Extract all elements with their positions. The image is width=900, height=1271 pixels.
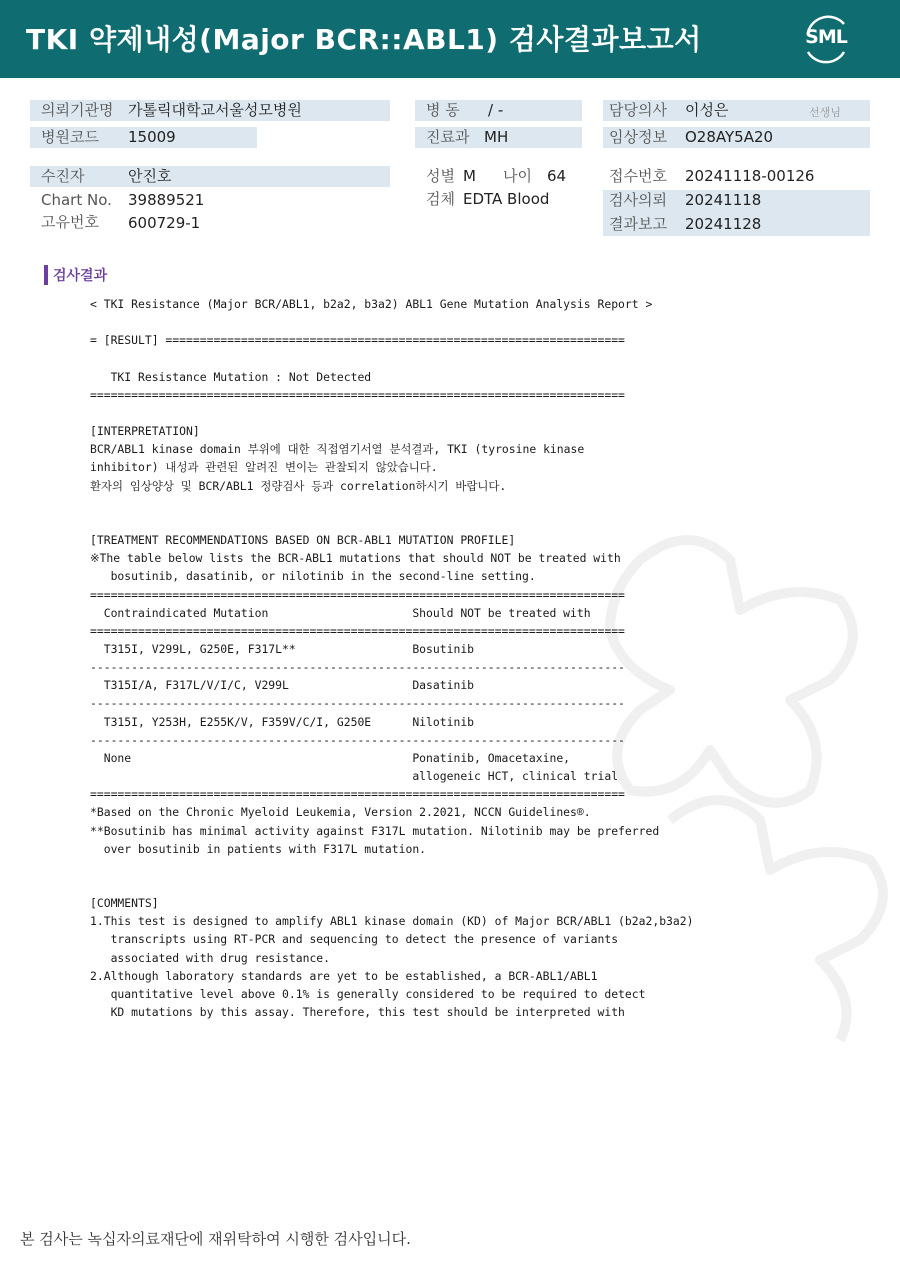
institution-label: 의뢰기관명 [41, 101, 114, 119]
report-header [0, 0, 900, 78]
sex-label: 성별 [426, 167, 455, 185]
department-label: 진료과 [426, 128, 470, 146]
clinical-value: O28AY5A20 [685, 128, 774, 146]
specimen-value: EDTA Blood [463, 190, 550, 208]
report-date-value: 20241128 [685, 215, 762, 233]
request-value: 20241118 [685, 191, 762, 209]
department-value: MH [484, 128, 509, 146]
institution-value: 가톨릭대학교서울성모병원 [128, 101, 302, 119]
unique-label: 고유번호 [41, 213, 99, 231]
chart-value: 39889521 [128, 191, 205, 209]
patient-value: 안진호 [128, 167, 172, 185]
chart-label: Chart No. [41, 191, 112, 209]
age-label: 나이 [503, 167, 532, 185]
footer-note: 본 검사는 녹십자의료재단에 재위탁하여 시행한 검사입니다. [20, 1230, 411, 1248]
clinical-label: 임상정보 [609, 128, 667, 146]
sex-value: M [463, 167, 476, 185]
ward-label: 병 동 [426, 101, 460, 119]
receipt-value: 20241118-00126 [685, 167, 815, 185]
request-label: 검사의뢰 [609, 191, 667, 209]
logo-text: SML [805, 26, 847, 48]
report-date-label: 결과보고 [609, 215, 667, 233]
report-title: TKI 약제내성(Major BCR::ABL1) 검사결과보고서 [26, 23, 702, 56]
patient-label: 수진자 [41, 167, 85, 185]
specimen-label: 검체 [426, 190, 455, 208]
hospital-code-label: 병원코드 [41, 128, 99, 146]
doctor-label: 담당의사 [609, 101, 667, 119]
receipt-label: 접수번호 [609, 167, 667, 185]
unique-value: 600729-1 [128, 214, 201, 232]
doctor-suffix: 선생님 [809, 106, 841, 119]
doctor-value: 이성은 [685, 101, 729, 119]
report-body: < TKI Resistance (Major BCR/ABL1, b2a2, b3a2) ABL1 Gene Mutation Analysis Report > = [RESULT] =================================================================== TKI Resistance Mutation : Not Detected ============================================================================== [INTERPRETATION] BCR/ABL1 kinase domain 부위에 대한 직접염기서열 분석결과, TKI (tyrosine kinase inhibitor) 내성과 관련된 알려진 변이는 관찰되지 않았습니다. 환자의 임상양상 및 BCR/ABL1 정량검사 등과 correlation하시기 바랍니다. [TREATMENT RECOMMENDATIONS BASED ON BCR-ABL1 MUTATION PROFILE] ※The table below lists the BCR-ABL1 mutations that should NOT be treated with bosutinib, dasatinib, or nilotinib in the second-line setting. ============================================================================== Contraindicated Mutation Should NOT be treated with ============================================================================== T315I, V299L, G250E, F317L** Bosutinib ------------------------------------------------------------------------------ T315I/A, F317L/V/I/C, V299L Dasatinib ------------------------------------------------------------------------------ T315I, Y253H, E255K/V, F359V/C/I, G250E Nilotinib ------------------------------------------------------------------------------ None Ponatinib, Omacetaxine, allogeneic HCT, clinical trial ============================================================================== *Based on the Chronic Myeloid Leukemia, Version 2.2021, NCCN Guidelines®. **Bosutinib has minimal activity against F317L mutation. Nilotinib may be preferred over bosutinib in patients with F317L mutation. [COMMENTS] 1.This test is designed to amplify ABL1 kinase domain (KD) of Major BCR/ABL1 (b2a2,b3a2) transcripts using RT-PCR and sequencing to detect the presence of variants associated with drug resistance. 2.Although laboratory standards are yet to be established, a BCR-ABL1/ABL1 quantitative level above 0.1% is generally considered to be required to detect KD mutations by this assay. Therefore, this test should be interpreted with [90, 297, 694, 1020]
section-marker [44, 265, 48, 285]
section-title: 검사결과 [53, 268, 108, 284]
age-value: 64 [547, 167, 567, 185]
ward-value: / - [488, 101, 504, 119]
sml-logo [800, 12, 852, 64]
hospital-code-value: 15009 [128, 128, 176, 146]
